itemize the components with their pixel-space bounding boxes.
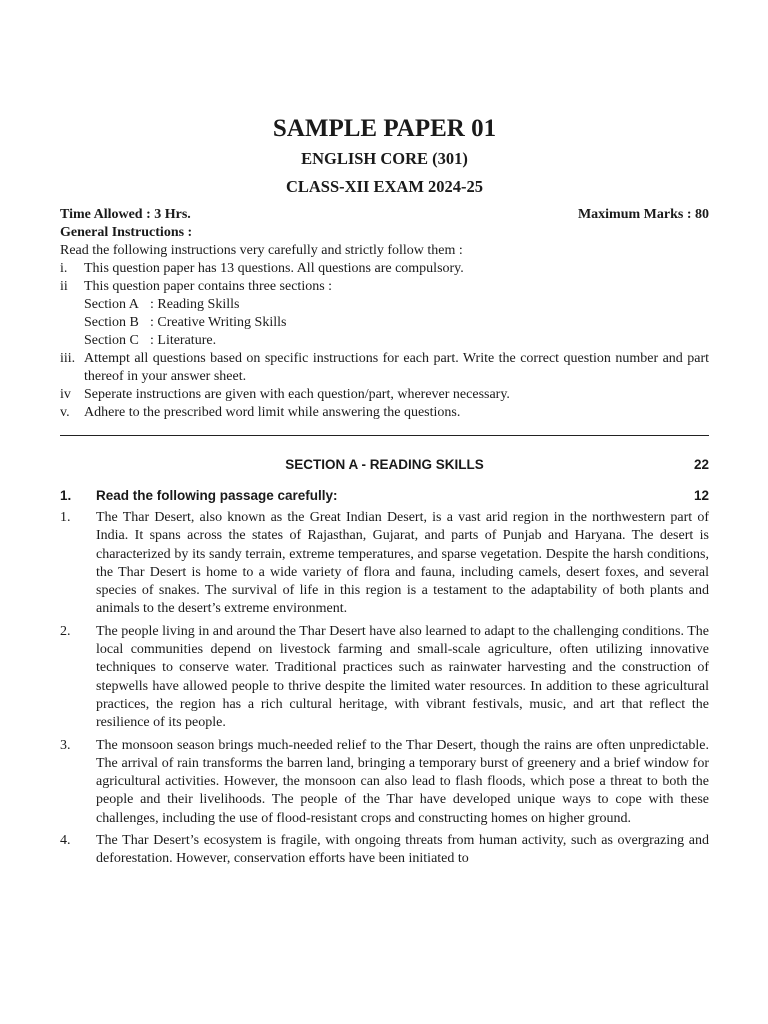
section-a-marks: 22 (693, 457, 709, 472)
section-entry (84, 332, 709, 350)
general-instructions-heading: General Instructions : (60, 225, 193, 240)
section-name: : Creative Writing Skills (150, 315, 287, 330)
passage-paragraph (60, 832, 709, 869)
section-label: Section B (84, 315, 139, 330)
passage-paragraph (60, 509, 709, 619)
instruction-text: Attempt all questions based on specific instructions for each part. Write the correct question number and part thereof in your answer sheet. (84, 351, 709, 384)
section-a-title: SECTION A - READING SKILLS (285, 457, 484, 472)
maximum-marks: Maximum Marks : 80 (577, 207, 709, 222)
paragraph-text: The monsoon season brings much-needed relief to the Thar Desert, though the rains are often unpredictable. The arrival of rain transforms the barren land, bringing a temporary burst of greenery and a brief window for agricultural activities. However, the monsoon can also lead to flash floods, which pose a threat to both the people and their livelihoods. The people of the Thar have developed unique ways to cope with these challenges, including the use of flood-resistant crops and constructing homes on higher ground. (96, 737, 709, 826)
paper-meta (60, 206, 709, 224)
question-paper-page (60, 112, 709, 869)
section-a-header (60, 454, 709, 476)
horizontal-divider (60, 435, 709, 436)
instruction-number: v. (60, 405, 70, 420)
question-marks: 12 (693, 488, 709, 503)
instruction-item (60, 350, 709, 386)
section-name: : Literature. (150, 333, 217, 348)
paragraph-number: 4. (60, 833, 71, 849)
instruction-item (60, 278, 709, 296)
instruction-item (60, 386, 709, 404)
section-entry (84, 296, 709, 314)
question-1-header (60, 486, 709, 506)
instruction-text: Seperate instructions are given with each question/part, wherever necessary. (84, 387, 510, 402)
paragraph-number: 1. (60, 510, 71, 525)
instruction-item (60, 260, 709, 278)
instruction-number: iii. (60, 351, 76, 366)
question-text: Read the following passage carefully: (96, 488, 338, 503)
instructions-intro: Read the following instructions very carefully and strictly follow them : (60, 243, 463, 258)
paragraph-text: The Thar Desert’s ecosystem is fragile, with ongoing threats from human activity, such as overgrazing and deforestation. However, conservation efforts have been initiated to (96, 833, 709, 867)
sections-list (60, 296, 709, 350)
question-number: 1. (60, 488, 72, 503)
instruction-number: ii (60, 279, 68, 294)
paragraph-number: 3. (60, 737, 71, 753)
paragraph-text: The Thar Desert, also known as the Great Indian Desert, is a vast arid region in the northwestern part of India. It spans across the states of Rajasthan, Gujarat, and parts of Punjab and Haryana. The desert is characterized by its sandy terrain, extreme temperatures, and sparse vegetation. Despite the harsh conditions, the Thar Desert is home to a wide variety of flora and fauna, including camels, desert foxes, and several species of snakes. The survival of life in this region is a testament to the adaptability of both plants and animals to the desert’s extreme environment. (96, 510, 709, 617)
instruction-text: This question paper contains three sections : (84, 279, 333, 294)
instruction-number: iv (60, 387, 71, 402)
passage-paragraph (60, 737, 709, 828)
section-label: Section A (84, 297, 139, 312)
passage-paragraph (60, 623, 709, 733)
paragraph-number: 2. (60, 623, 71, 639)
time-allowed: Time Allowed : 3 Hrs. (60, 207, 191, 222)
paragraph-text: The people living in and around the Thar Desert have also learned to adapt to the challenging conditions. The local communities depend on livestock farming and small-scale agriculture, often utilizing innovative techniques to conserve water. Traditional practices such as rainwater harvesting and the construction of stepwells have allowed people to thrive despite the limited water resources. In addition to these agricultural practices, the region has a rich cultural heritage, with vibrant festivals, music, and art that reflect the resilience of its people. (96, 623, 709, 731)
instruction-item (60, 404, 709, 422)
paper-title: SAMPLE PAPER 01 (272, 115, 497, 142)
section-label: Section C (84, 333, 139, 348)
instruction-number: i. (60, 261, 68, 276)
instruction-text: This question paper has 13 questions. All questions are compulsory. (84, 261, 464, 276)
subject-title: ENGLISH CORE (301) (301, 149, 468, 168)
section-entry (84, 314, 709, 332)
section-name: : Reading Skills (150, 297, 240, 312)
exam-title: CLASS-XII EXAM 2024-25 (285, 177, 484, 196)
instruction-text: Adhere to the prescribed word limit while answering the questions. (84, 405, 461, 420)
